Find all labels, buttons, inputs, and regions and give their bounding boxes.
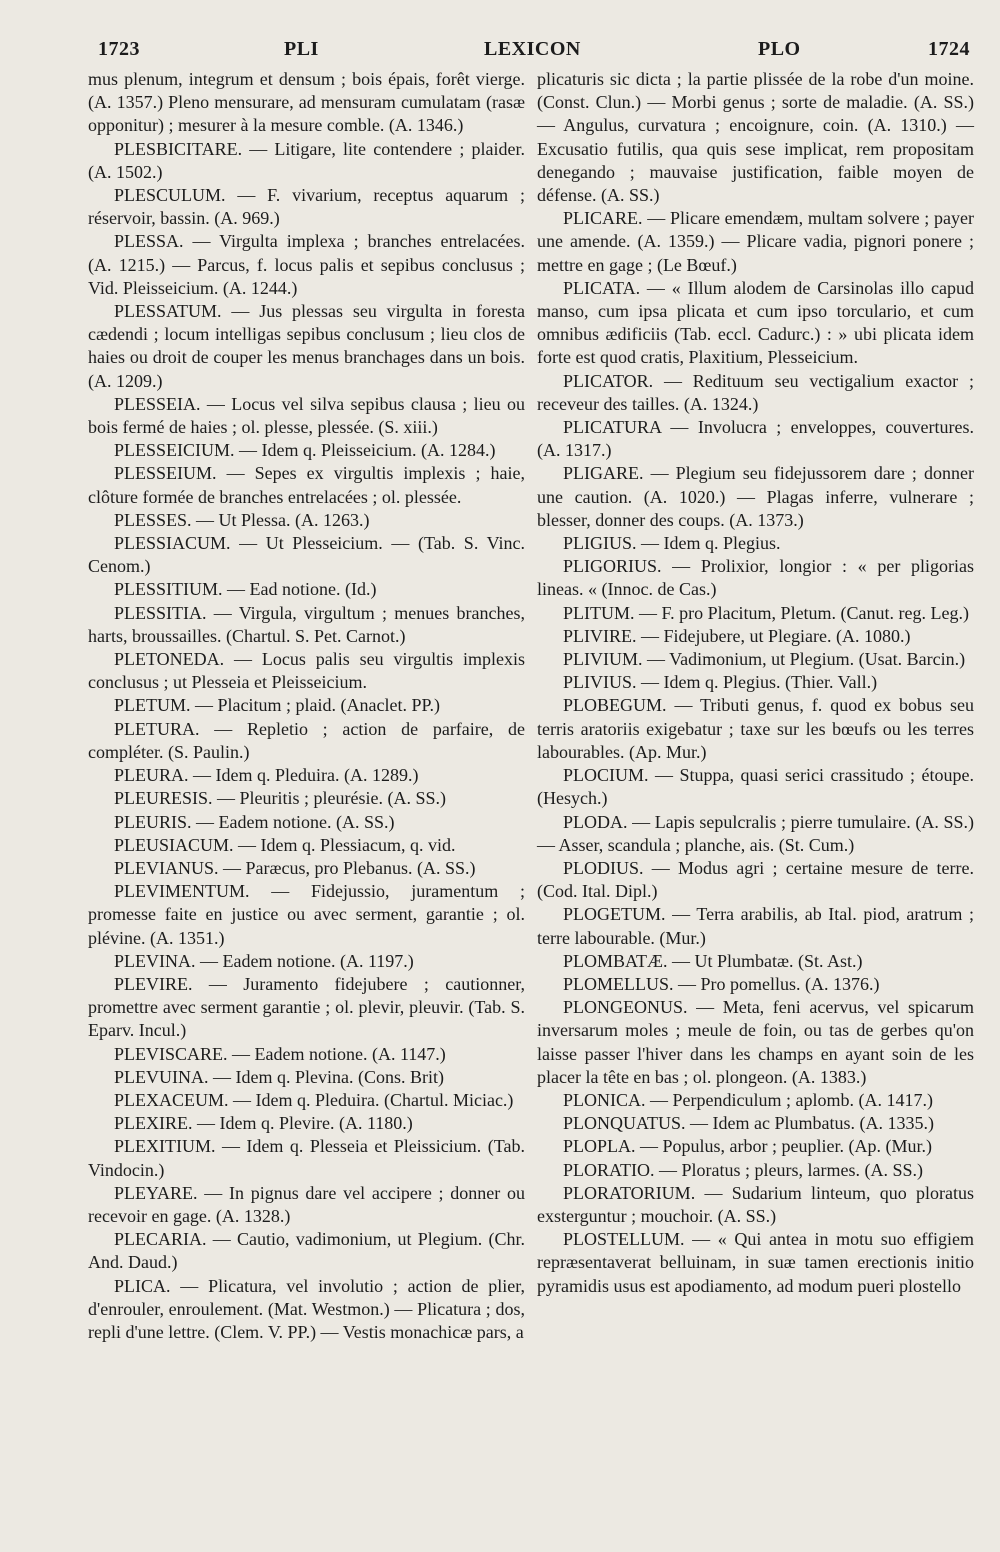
running-head-right: PLO (758, 38, 801, 60)
dictionary-entry: PLIVIUS. — Idem q. Plegius. (Thier. Vall.) (563, 672, 878, 693)
page-header (0, 0, 1000, 70)
dictionary-entry: PLOMELLUS. — Pro pomellus. (A. 1376.) (563, 973, 880, 994)
dictionary-entry: PLETUM. — Placitum ; plaid. (Anaclet. PP.) (114, 695, 440, 716)
dictionary-entry: PLIVIRE. — Fidejubere, ut Plegiare. (A. 1080.) (563, 625, 911, 646)
dictionary-entry: PLEVIMENTUM. — Fidejussio, juramentum ; promesse faite en justice ou avec serment, garantie ; ol. plévine. (A. 1351.) (88, 881, 525, 948)
dictionary-entry: PLEVUINA. — Idem q. Plevina. (Cons. Brit) (114, 1066, 444, 1087)
dictionary-entry: PLICARE. — Plicare emendæm, multam solvere ; payer une amende. (A. 1359.) — Plicare vadia, pignori ponere ; mettre en gage ; (Le Bœuf.) (537, 208, 974, 275)
dictionary-entry: mus plenum, integrum et densum ; bois épais, forêt vierge. (A. 1357.) Pleno mensurare, ad mensuram cumulatam (rasæ opponitur) ; mesurer à la mesure comble. (A. 1346.) (88, 69, 525, 136)
dictionary-entry: PLIGIUS. — Idem q. Plegius. (563, 533, 781, 554)
dictionary-entry: PLICA. — Plicatura, vel involutio ; action de plier, d'enrouler, enroulement. (Mat. Westmon.) — Plicatura ; dos, repli d'une lettre. (Clem. V. PP.) — Vestis monachicæ pars, a (88, 1275, 525, 1342)
dictionary-entry: PLIGARE. — Plegium seu fidejussorem dare ; donner une caution. (A. 1020.) — Plagas inferre, vulnerare ; blesser, donner des coups. (A. 1373.) (537, 463, 974, 530)
page-number-right: 1724 (928, 38, 970, 60)
dictionary-entry: PLONQUATUS. — Idem ac Plumbatus. (A. 1335.) (563, 1113, 934, 1134)
dictionary-entry: PLEURIS. — Eadem notione. (A. SS.) (114, 811, 395, 832)
dictionary-entry: PLITUM. — F. pro Placitum, Pletum. (Canut. reg. Leg.) (563, 602, 970, 623)
dictionary-entry: PLESCULUM. — F. vivarium, receptus aquarum ; réservoir, bassin. (A. 969.) (88, 185, 525, 229)
dictionary-entry: PLIVIUM. — Vadimonium, ut Plegium. (Usat. Barcin.) (563, 649, 966, 670)
dictionary-entry: PLOBEGUM. — Tributi genus, f. quod ex bobus seu terris aratoriis exigebatur ; taxe sur les bœufs ou les terres labourables. (Ap. Mur.) (537, 695, 974, 762)
dictionary-entry: PLEXIRE. — Idem q. Plevire. (A. 1180.) (114, 1113, 413, 1134)
dictionary-entry: PLEVISCARE. — Eadem notione. (A. 1147.) (114, 1043, 446, 1064)
dictionary-entry: PLOCIUM. — Stuppa, quasi serici crassitudo ; étoupe. (Hesych.) (537, 765, 974, 809)
dictionary-entry: PLODIUS. — Modus agri ; certaine mesure de terre. (Cod. Ital. Dipl.) (537, 857, 974, 902)
running-head-center: LEXICON (484, 38, 581, 60)
dictionary-entry: PLESSEICIUM. — Idem q. Pleisseicium. (A. 1284.) (114, 440, 496, 461)
dictionary-entry: PLEURESIS. — Pleuritis ; pleurésie. (A. SS.) (114, 788, 446, 809)
dictionary-entry: PLESSES. — Ut Plessa. (A. 1263.) (114, 509, 370, 530)
dictionary-entry: PLEVIANUS. — Paræcus, pro Plebanus. (A. SS.) (114, 857, 476, 878)
dictionary-entry: PLODA. — Lapis sepulcralis ; pierre tumulaire. (A. SS.) — Asser, scandula ; planche, ais. (St. Cum.) (537, 811, 974, 855)
dictionary-entry: PLICATURA — Involucra ; enveloppes, couvertures. (A. 1317.) (537, 417, 974, 461)
dictionary-entry: PLETURA. — Repletio ; action de parfaire, de compléter. (S. Paulin.) (88, 718, 525, 762)
dictionary-entry: PLORATORIUM. — Sudarium linteum, quo ploratus exsterguntur ; mouchoir. (A. SS.) (537, 1182, 974, 1226)
dictionary-entry: PLEVIRE. — Juramento fidejubere ; cautionner, promettre avec serment garantie ; ol. plevir, pleuvir. (Tab. S. Eparv. Incul.) (88, 973, 525, 1041)
dictionary-entry: PLEXACEUM. — Idem q. Pleduira. (Chartul. Miciac.) (114, 1089, 514, 1110)
dictionary-entry: plicaturis sic dicta ; la partie plissée de la robe d'un moine. (Const. Clun.) — Morbi genus ; sorte de maladie. (A. SS.) — Angulus, curvatura ; encoignure, coin. (A. 1310.) — Excusatio futilis, qua quis sese implicat, rem propositam denegando ; mauvaise justification, faible moyen de défense. (A. SS.) (537, 69, 974, 206)
running-head-left: PLI (284, 38, 319, 60)
dictionary-entry: PLESSA. — Virgulta implexa ; branches entrelacées. (A. 1215.) — Parcus, f. locus palis et sepibus conclusus ; Vid. Pleisseicium. (A. 1244.) (88, 231, 525, 298)
dictionary-entry: PLESSATUM. — Jus plessas seu virgulta in foresta cædendi ; locum intelligas sepibus conclusum ; lieu clos de haies ou droit de couper les menus branchages dans un bois. (A. 1209.) (88, 301, 525, 391)
dictionary-entry: PLESSEIA. — Locus vel silva sepibus clausa ; lieu ou bois fermé de haies ; ol. plesse, plessée. (S. xiii.) (88, 393, 525, 438)
dictionary-entry: PLEURA. — Idem q. Pleduira. (A. 1289.) (114, 765, 419, 786)
dictionary-entry: PLIGORIUS. — Prolixior, longior : « per pligorias lineas. « (Innoc. de Cas.) (537, 556, 974, 600)
dictionary-entry: PLETONEDA. — Locus palis seu virgultis implexis conclusus ; ut Plesseia et Pleisseicium. (88, 649, 525, 693)
dictionary-entry: PLONICA. — Perpendiculum ; aplomb. (A. 1417.) (563, 1089, 933, 1110)
dictionary-entry: PLESSEIUM. — Sepes ex virgultis implexis ; haie, clôture formée de branches entrelacées ; ol. plessée. (88, 463, 525, 507)
dictionary-entry: PLEYARE. — In pignus dare vel accipere ; donner ou recevoir en gage. (A. 1328.) (88, 1182, 525, 1226)
dictionary-entry: PLONGEONUS. — Meta, feni acervus, vel spicarum inversarum moles ; meule de foin, ou tas de gerbes qu'on laisse passer l'hiver dans les champs en ayant soin de les placer la tête en bas ; ol. plongeon. (A. 1383.) (537, 997, 974, 1087)
dictionary-entry: PLOGETUM. — Terra arabilis, ab Ital. piod, aratrum ; terre labourable. (Mur.) (537, 904, 974, 948)
dictionary-entry: PLECARIA. — Cautio, vadimonium, ut Plegium. (Chr. And. Daud.) (88, 1229, 525, 1273)
dictionary-entry: PLESSITIA. — Virgula, virgultum ; menues branches, harts, broussailles. (Chartul. S. Pet. Carnot.) (88, 602, 525, 646)
left-column (88, 68, 525, 1344)
dictionary-entry: PLOMBATÆ. — Ut Plumbatæ. (St. Ast.) (563, 950, 863, 971)
dictionary-entry: PLOPLA. — Populus, arbor ; peuplier. (Ap. (Mur.) (563, 1136, 932, 1157)
dictionary-entry: PLEVINA. — Eadem notione. (A. 1197.) (114, 950, 414, 971)
dictionary-entry: PLESBICITARE. — Litigare, lite contendere ; plaider. (A. 1502.) (88, 138, 525, 182)
dictionary-entry: PLORATIO. — Ploratus ; pleurs, larmes. (A. SS.) (563, 1159, 923, 1180)
dictionary-entry: PLEUSIACUM. — Idem q. Plessiacum, q. vid. (114, 834, 456, 855)
dictionary-entry: PLICATA. — « Illum alodem de Carsinolas illo capud manso, cum ipsa plicata et cum ipso torculario, et cum omnibus ædificiis (Tab. eccl. Cadurc.) : » ubi plicata idem forte est quod cratis, Plaxitium, Plesseicium. (537, 277, 974, 368)
right-column (537, 68, 974, 1298)
dictionary-entry: PLESSIACUM. — Ut Plesseicium. — (Tab. S. Vinc. Cenom.) (88, 533, 525, 577)
dictionary-entry: PLICATOR. — Redituum seu vectigalium exactor ; receveur des tailles. (A. 1324.) (537, 370, 974, 414)
dictionary-entry: PLEXITIUM. — Idem q. Plesseia et Pleissicium. (Tab. Vindocin.) (88, 1136, 525, 1180)
dictionary-entry: PLESSITIUM. — Ead notione. (Id.) (114, 579, 377, 600)
dictionary-entry: PLOSTELLUM. — « Qui antea in motu suo effigiem repræsentaverat belluinam, in suæ tamen erectionis initio pyramidis usus est apodiamento, ad modum pueri plostello (537, 1229, 974, 1296)
page-number-left: 1723 (98, 38, 140, 60)
